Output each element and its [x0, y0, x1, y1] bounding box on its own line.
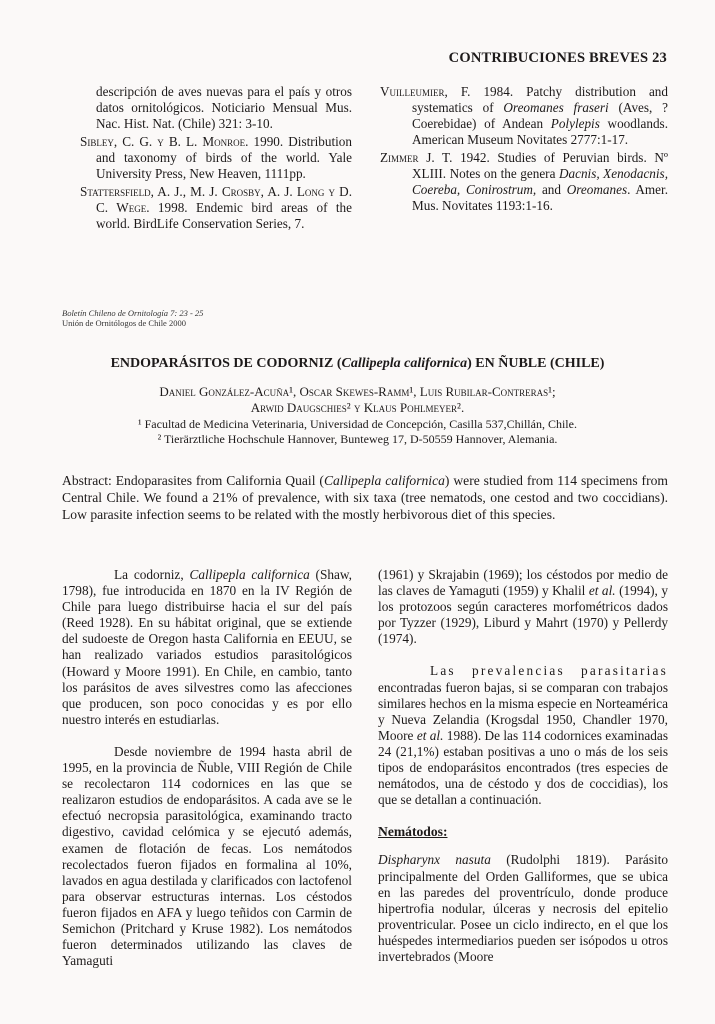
- paragraph-text: 1988). De las 114 codornices examinadas 24 (21,1%) estaban positivas a uno o más de los seis tipos de endoparásitos encontrados (tres especies de nemátodos, una de céstodo y dos de coccidias), los que se detallan a continuación.: [378, 727, 668, 808]
- section-heading-nematodos: Nemátodos:: [378, 824, 448, 840]
- journal-citation: [62, 308, 203, 328]
- reference-continued: descripción de aves nuevas para el país y otros datos ornitológicos. Noticiario Mensual Mus. Nac. Hist. Nat. (Chile) 321: 3-10.: [96, 84, 352, 131]
- body-paragraph: Desde noviembre de 1994 hasta abril de 1995, en la provincia de Ñuble, VIII Región de Chile se recolectaron 114 codornices en las que se realizaron estudios de endoparásitos. A cada ave se le efectuó necropsia parasitológica, examinando tracto digestivo, cavidad celómica y se ejecutó además, examen de flotación de fecas. Los nemátodos recolectados fueron fijados en formalina al 10%, lavados en agua destilada y clarificados con lactofenol para observar estructuras internas. Los céstodos fueron fijados en AFA y luego teñidos con Carmin de Semichon (Pritchard y Kruse 1982). Los nemátodos fueron determinados utilizando las claves de Yamaguti: [62, 743, 352, 969]
- authors-line: Arwid Daugschies² y Klaus Pohlmeyer².: [250, 400, 465, 415]
- reference-vuilleumier: [380, 84, 668, 148]
- reference-author: Zimmer J. T.: [380, 150, 453, 165]
- paragraph-lead: Las prevalencias parasitarias: [430, 663, 668, 679]
- body-paragraph: [378, 852, 668, 965]
- journal-publisher: Unión de Ornitólogos de Chile 2000: [62, 318, 186, 328]
- paragraph-italic: et al.: [416, 727, 444, 743]
- reference-italic: Oreomanes: [566, 182, 628, 197]
- body-paragraph: [62, 567, 352, 728]
- body-paragraph: [378, 663, 668, 808]
- abstract-text: Abstract: Endoparasites from California Quail (: [62, 473, 324, 488]
- article-title: [0, 356, 715, 372]
- body-paragraph: [378, 567, 668, 647]
- paragraph-text: (1994), y los protozoos según caracteres morfométricos dados por Tyzzer (1929), Liburd y Mahrt (1970) y Pellerdy (1974).: [378, 583, 668, 647]
- article-authors: [0, 384, 715, 416]
- reference-text: woodlands. American Museum Novitates 2777:1-17.: [412, 116, 668, 147]
- reference-author: Stattersfield, A. J., M. J. Crosby, A. J. Long y D. C. Wege.: [80, 184, 352, 215]
- reference-text: 1998. Endemic bird areas of the world. BirdLife Conservation Series, 7.: [96, 200, 352, 231]
- running-header: CONTRIBUCIONES BREVES 23: [448, 50, 667, 66]
- reference-text: . Amer. Mus. Novitates 1193:1-16.: [412, 182, 668, 213]
- paragraph-text: La codorniz,: [114, 567, 190, 582]
- reference-text: and: [536, 182, 567, 197]
- affiliation: ² Tierärztliche Hochschule Hannover, Bunteweg 17, D-50559 Hannover, Alemania.: [157, 432, 558, 446]
- body-left-column: [62, 567, 352, 969]
- reference-italic: Dacnis, Xenodacnis, Coereba, Conirostrum,: [412, 166, 668, 197]
- reference-italic: Oreomanes fraseri: [503, 100, 609, 115]
- title-species: Callipepla californica: [341, 356, 468, 371]
- references-right-column: [380, 84, 668, 216]
- affiliation: ¹ Facultad de Medicina Veterinaria, Universidad de Concepción, Casilla 537,Chillán, Chile.: [138, 417, 577, 431]
- body-right-column: [378, 567, 668, 965]
- paragraph-species: Callipepla californica: [189, 567, 310, 582]
- journal-name: Boletín Chileno de Ornitología 7: 23 - 25: [62, 308, 204, 318]
- paragraph-text: (1961) y Skrajabin (1969); los céstodos por medio de las claves de Yamaguti (1959) y Khalil: [378, 567, 668, 599]
- authors-line: Daniel González-Acuña¹, Oscar Skewes-Ramm¹, Luis Rubilar-Contreras¹;: [159, 384, 556, 399]
- paragraph-italic: et al.: [588, 583, 616, 599]
- abstract: [62, 472, 668, 523]
- paragraph-species: Dispharynx nasuta: [378, 852, 491, 868]
- title-text: ) EN ÑUBLE (CHILE): [467, 356, 605, 371]
- article-affiliations: [0, 417, 715, 447]
- title-text: ENDOPARÁSITOS DE CODORNIZ (: [110, 356, 342, 371]
- reference-sibley: [64, 134, 352, 182]
- reference-author: Sibley, C. G. y B. L. Monroe.: [80, 134, 249, 149]
- reference-author: Vuilleumier, F.: [380, 84, 471, 99]
- reference-text: 1942. Studies of Peruvian birds. Nº XLIII. Notes on the genera: [412, 150, 669, 181]
- reference-stattersfield: [64, 184, 352, 232]
- paragraph-text: (Rudolphi 1819). Parásito principalmente del Orden Galliformes, que se ubica en las paredes del proventrículo, donde produce hipertrofia nodular, úlceras y necrosis del epitelio proventricular. Posee un ciclo indirecto, en el que los huéspedes intermediarios pueden ser isópodos u otros invertebrados (Moore: [378, 852, 668, 964]
- abstract-species: Callipepla californica: [323, 473, 445, 488]
- reference-zimmer: [380, 150, 668, 214]
- abstract-text: ) were studied from 114 specimens from Central Chile. We found a 21% of prevalence, with six taxa (tree nematods, one cestod and two coccidians). Low parasite infection seems to be related with the mostly herbivorous diet of this species.: [62, 473, 668, 522]
- reference-italic: Polylepis: [550, 116, 600, 131]
- reference-text: 1990. Distribution and taxonomy of birds of the world. Yale University Press, New Heaven, 1111pp.: [96, 134, 352, 181]
- paragraph-text: (Shaw, 1798), fue introducida en 1870 en la IV Región de Chile para luego distribuirse hacia el sur del país (Reed 1928). En su hábitat original, que se extiende del sudoeste de Oregon hasta California en EEUU, se han realizado variados estudios parasitológicos (Howard y Moore 1991). En Chile, en cambio, tanto los parásitos de aves silvestres como las afecciones que producen, son poco conocidas y es por ello nuestro interés en estudiarlas.: [62, 567, 352, 727]
- reference-text: 1984. Patchy distribution and systematics of: [412, 84, 668, 115]
- paragraph-text: encontradas fueron bajas, si se comparan con trabajos similares hechos en la misma especie en Norteamérica y Nueva Zelandia (Krogsdal 1950, Chandler 1970, Moore: [378, 679, 668, 743]
- references-left-column: [80, 84, 352, 234]
- reference-text: (Aves, ?Coerebidae) of Andean: [412, 100, 668, 131]
